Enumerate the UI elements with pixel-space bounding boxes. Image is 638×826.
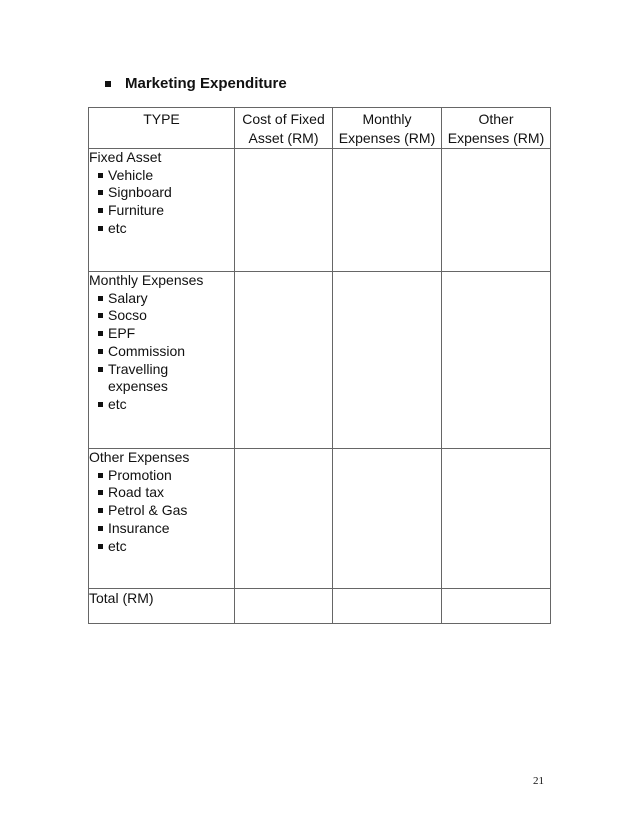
header-cell-other-expenses: Other Expenses (RM) [442,108,551,149]
list-item: Furniture [97,202,234,220]
header-cell-monthly-expenses: Monthly Expenses (RM) [333,108,442,149]
list-item: Signboard [97,184,234,202]
list-item: etc [97,396,234,414]
list-item: Road tax [97,484,234,502]
empty-cell[interactable] [442,272,551,449]
list-item: Promotion [97,467,234,485]
list-item: EPF [97,325,234,343]
empty-cell[interactable] [333,449,442,589]
table-row-fixed-asset [89,149,551,272]
header-cell-type: TYPE [89,108,235,149]
list-item: etc [97,538,234,556]
page-number: 21 [533,775,544,787]
empty-cell[interactable] [235,149,333,272]
square-bullet-icon [105,81,111,87]
category-items [89,290,234,414]
empty-cell[interactable] [333,589,442,624]
list-item: Socso [97,307,234,325]
empty-cell[interactable] [333,149,442,272]
empty-cell[interactable] [235,449,333,589]
total-label: Total (RM) [89,589,235,624]
list-item: Insurance [97,520,234,538]
category-title: Other Expenses [89,449,190,465]
list-item: etc [97,220,234,238]
category-cell [89,272,235,449]
list-item: Vehicle [97,167,234,185]
category-items [89,467,234,556]
empty-cell[interactable] [333,272,442,449]
category-cell [89,149,235,272]
table-header-row [89,108,551,149]
empty-cell[interactable] [442,589,551,624]
expenditure-table [88,107,551,624]
list-item: Commission [97,343,234,361]
table-row-other-expenses [89,449,551,589]
empty-cell[interactable] [235,272,333,449]
category-items [89,167,234,238]
list-item: Petrol & Gas [97,502,234,520]
header-cell-cost-fixed-asset: Cost of Fixed Asset (RM) [235,108,333,149]
category-title: Fixed Asset [89,149,162,165]
empty-cell[interactable] [442,149,551,272]
list-item: Salary [97,290,234,308]
list-item: Travelling expenses [97,361,178,396]
empty-cell[interactable] [442,449,551,589]
section-heading [105,75,287,92]
table-row-monthly-expenses [89,272,551,449]
section-heading-text: Marketing Expenditure [125,75,287,92]
empty-cell[interactable] [235,589,333,624]
category-title: Monthly Expenses [89,272,204,288]
category-cell [89,449,235,589]
table-row-total [89,589,551,624]
